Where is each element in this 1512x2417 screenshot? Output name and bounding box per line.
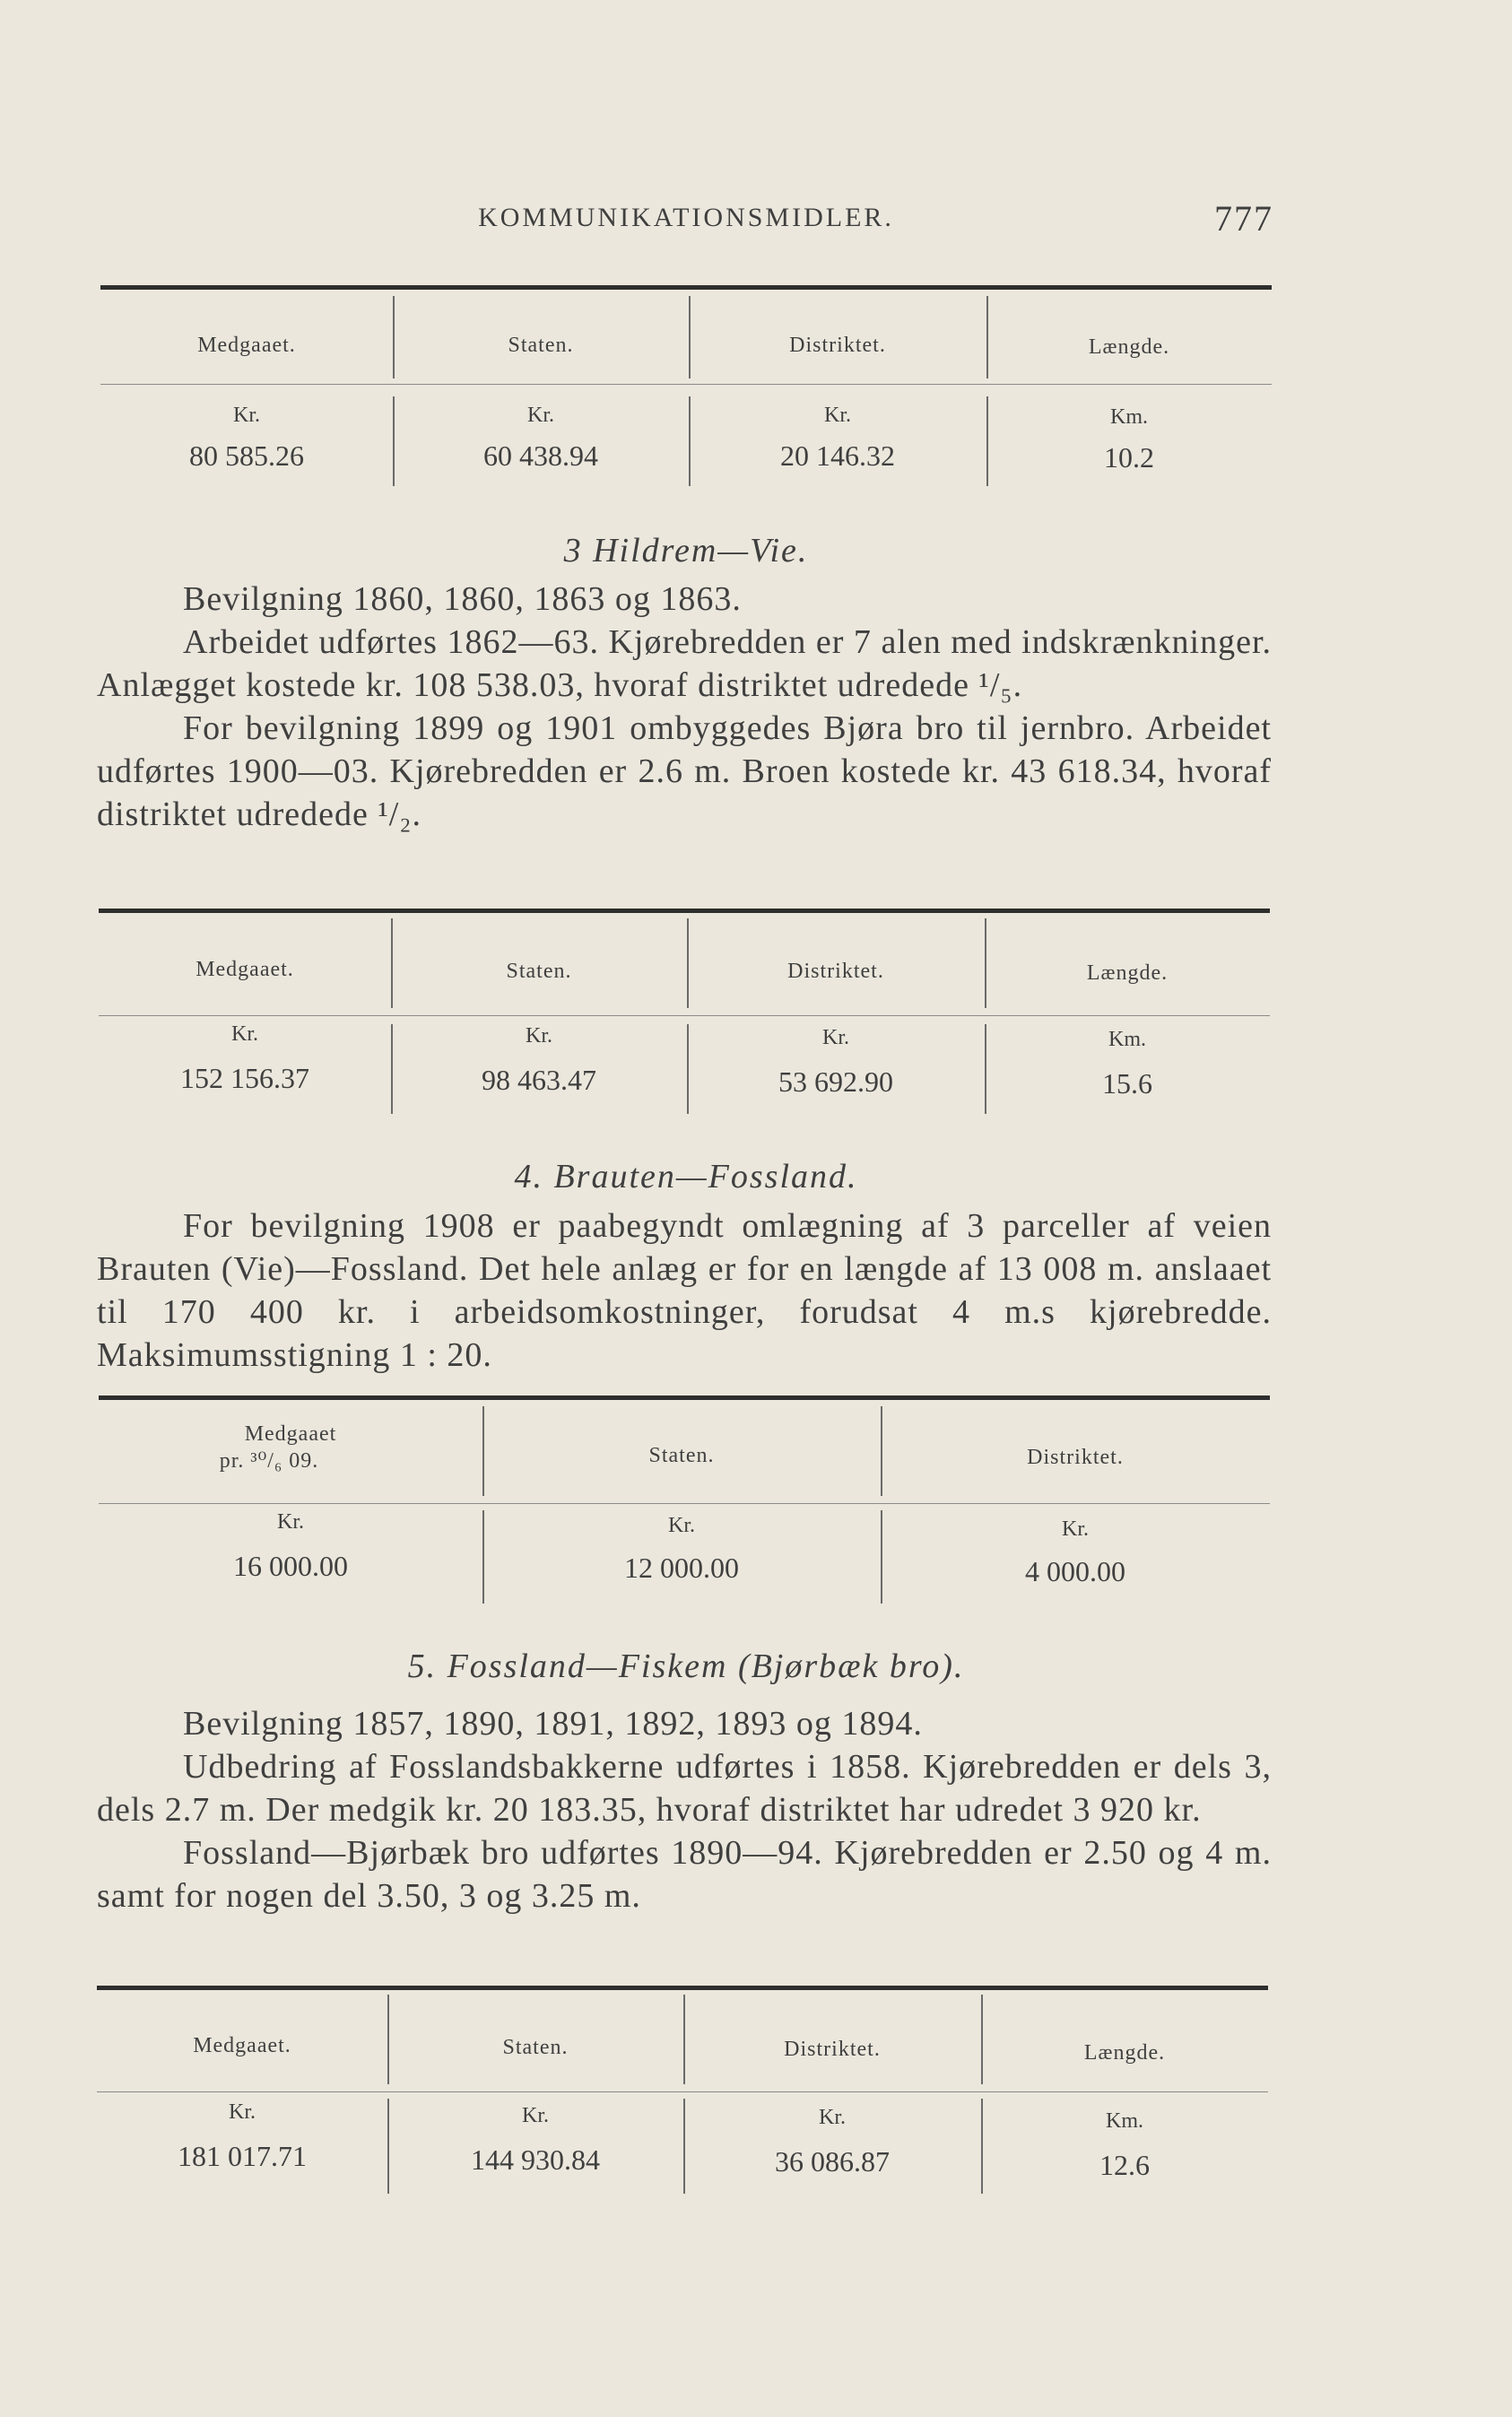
table-1-unit: Km.: [1110, 405, 1148, 429]
table-4-value-distriktet: 36 086.87: [775, 2145, 890, 2178]
table-1-value-medgaaet: 80 585.26: [189, 439, 304, 472]
table-4-unit: Km.: [1106, 2109, 1143, 2133]
paragraph: Udbedring af Fosslandsbakkerne udførtes i 1858. Kjørebredden er dels 3, dels 2.7 m. Der medgik kr. 20 183.35, hvoraf distriktet har udredet 3 920 kr.: [97, 1748, 1272, 1829]
table-2-header-medgaaet: Medgaaet.: [196, 958, 294, 981]
paragraph: For bevilgning 1899 og 1901 ombyggedes Bjøra bro til jernbro. Arbeidet udførtes 1900—03. Kjørebredden er 2.6 m. Broen kostede kr. 43 618.34, hvoraf distriktet udredede ¹/₂.: [97, 709, 1272, 833]
section-3-title: 3 Hildrem—Vie.: [563, 532, 809, 569]
top-rule: [100, 285, 1272, 290]
table-3-header-distriktet: Distriktet.: [1027, 1446, 1124, 1469]
table-2-header-staten: Staten.: [506, 960, 572, 983]
table-2-unit: Kr.: [526, 1024, 552, 1048]
table-2-header-distriktet: Distriktet.: [787, 960, 884, 983]
table-1-value-staten: 60 438.94: [483, 439, 598, 472]
section-3-rule: [99, 909, 1270, 913]
table-2-value-laengde: 15.6: [1102, 1067, 1152, 1100]
table-4-header-distriktet: Distriktet.: [784, 2038, 881, 2061]
page-number: 777: [1214, 198, 1273, 239]
table-3-value-staten: 12 000.00: [624, 1552, 739, 1584]
table-4-value-laengde: 12.6: [1099, 2149, 1150, 2181]
section-5-title: 5. Fossland—Fiskem (Bjørbæk bro).: [407, 1648, 965, 1685]
paragraph: Arbeidet udførtes 1862—63. Kjørebredden er 7 alen med indskrænkninger. Anlægget kostede kr. 108 538.03, hvoraf distriktet udredede ¹/₅.: [97, 623, 1272, 704]
table-3-value-distriktet: 4 000.00: [1025, 1555, 1125, 1587]
table-4-unit: Kr.: [819, 2106, 846, 2129]
paragraph: For bevilgning 1908 er paabegyndt omlægning af 3 parceller af veien Brauten (Vie)—Fossland. Det hele anlæg er for en længde af 13 008 m. anslaaet til 170 400 kr. i arbeidsomkostninger, forudsat 4 m.s kjørebredde. Maksimumsstigning 1 : 20.: [97, 1207, 1272, 1374]
table-2-header-laengde: Længde.: [1086, 961, 1169, 985]
table-4-unit: Kr.: [522, 2104, 549, 2127]
table-1-header-distriktet: Distriktet.: [789, 334, 886, 357]
table-3-unit: Kr.: [1062, 1517, 1089, 1541]
table-2-unit: Kr.: [231, 1022, 258, 1046]
table-3-header-date: pr. ³⁰/₆ 09.: [219, 1449, 319, 1473]
paragraph: Bevilgning 1857, 1890, 1891, 1892, 1893 og 1894.: [183, 1705, 923, 1743]
section-4-title: 4. Brauten—Fossland.: [514, 1158, 858, 1195]
table-2-unit: Km.: [1108, 1028, 1146, 1051]
table-4-value-staten: 144 930.84: [471, 2143, 600, 2176]
table-4-unit: Kr.: [229, 2100, 256, 2124]
table-2-unit: Kr.: [822, 1026, 849, 1049]
table-1-header-laengde: Længde.: [1088, 335, 1170, 359]
table-3-unit: Kr.: [668, 1514, 695, 1537]
section-3-text: [97, 578, 1272, 836]
table-2-value-distriktet: 53 692.90: [778, 1065, 893, 1098]
running-title: KOMMUNIKATIONSMIDLER.: [478, 203, 894, 232]
table-2-value-staten: 98 463.47: [482, 1064, 596, 1096]
table-3: [99, 1406, 1270, 1614]
table-3-value-medgaaet: 16 000.00: [233, 1550, 348, 1582]
table-1-header-medgaaet: Medgaaet.: [197, 334, 296, 357]
table-4-header-staten: Staten.: [502, 2036, 569, 2059]
table-1-unit: Kr.: [527, 404, 554, 427]
table-1-value-distriktet: 20 146.32: [780, 439, 895, 472]
table-2: [99, 918, 1270, 1125]
table-2-value-medgaaet: 152 156.37: [180, 1062, 309, 1094]
paragraph: Fossland—Bjørbæk bro udførtes 1890—94. Kjørebredden er 2.50 og 4 m. samt for nogen del 3.50, 3 og 3.25 m.: [97, 1834, 1272, 1915]
section-4-rule: [99, 1395, 1270, 1400]
table-3-unit: Kr.: [277, 1510, 304, 1534]
table-4-header-medgaaet: Medgaaet.: [193, 2034, 291, 2057]
table-4-header-laengde: Længde.: [1083, 2041, 1166, 2065]
table-1-unit: Kr.: [233, 404, 260, 427]
table-1-unit: Kr.: [824, 404, 851, 427]
section-5-rule: [97, 1986, 1268, 1990]
table-3-header-staten: Staten.: [648, 1444, 715, 1467]
table-4-value-medgaaet: 181 017.71: [178, 2140, 307, 2172]
section-4-text: [97, 1204, 1272, 1377]
section-5-text: [97, 1702, 1272, 1917]
table-1-value-laengde: 10.2: [1104, 441, 1154, 474]
paragraph: Bevilgning 1860, 1860, 1863 og 1863.: [183, 580, 742, 618]
table-4: [97, 1995, 1268, 2203]
table-1: [100, 296, 1272, 502]
table-1-header-staten: Staten.: [508, 334, 574, 357]
page-header: [99, 197, 1273, 242]
table-3-header-medgaaet: Medgaaet: [244, 1422, 337, 1446]
